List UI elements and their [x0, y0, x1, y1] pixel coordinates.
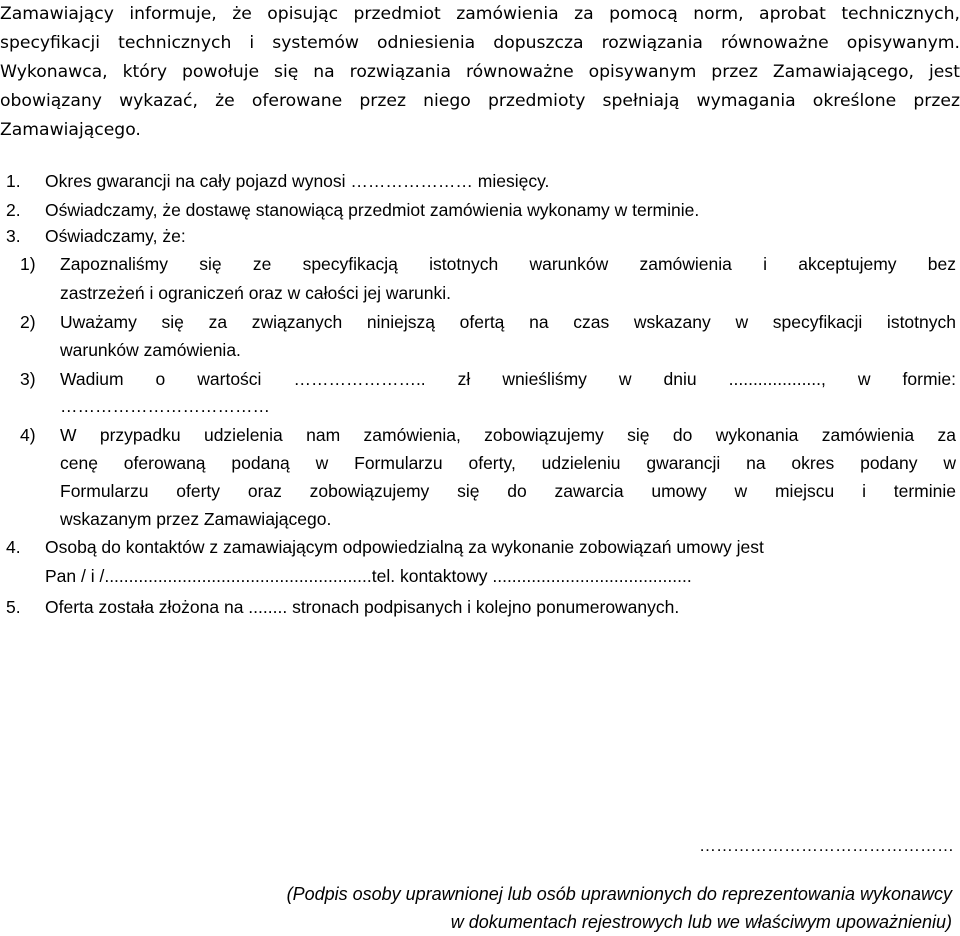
item-text-line-2: Pan / i /.......................................................tel. kontaktowy .........................................: [45, 566, 692, 586]
item-text: Oświadczamy, że:: [45, 226, 186, 246]
signature-caption-line-2: w dokumentach rejestrowych lub we właściwym upoważnieniu): [450, 912, 952, 932]
item-text: Oświadczamy, że dostawę stanowiącą przedmiot zamówienia wykonamy w terminie.: [45, 200, 700, 220]
subitem-number: 4): [20, 425, 36, 445]
subitem-4-line-3: Formularzu oferty oraz zobowiązujemy się do zawarcia umowy w miejscu i terminie: [60, 481, 956, 501]
item-1: [0, 168, 960, 194]
subitem-1-line-2: zastrzeżeń i ograniczeń oraz w całości jej warunki.: [60, 283, 451, 303]
item-number: 3.: [6, 226, 21, 246]
item-number: 4.: [6, 537, 21, 557]
subitem-2-line-2: warunków zamówienia.: [60, 340, 241, 360]
item-text: Okres gwarancji na cały pojazd wynosi ………………… miesięcy.: [45, 171, 550, 191]
item-4-continuation: [0, 563, 960, 589]
item-number: 2.: [6, 200, 21, 220]
subitem-4-line-4: wskazanym przez Zamawiającego.: [60, 509, 332, 529]
item-text: Oferta została złożona na ........ stronach podpisanych i kolejno ponumerowanych.: [45, 597, 680, 617]
item-2: [0, 197, 960, 223]
signature-caption-line-1: (Podpis osoby uprawnionej lub osób uprawnionych do reprezentowania wykonawcy: [286, 884, 952, 904]
subitem-2-line-1: Uważamy się za związanych niniejszą ofertą na czas wskazany w specyfikacji istotnych: [60, 312, 956, 332]
subitem-number: 2): [20, 312, 36, 332]
item-number: 5.: [6, 597, 21, 617]
subitem-number: 1): [20, 254, 36, 274]
item-number: 1.: [6, 171, 21, 191]
item-text-line-1: Osobą do kontaktów z zamawiającym odpowiedzialną za wykonanie zobowiązań umowy jest: [45, 537, 764, 557]
item-3: [0, 223, 960, 249]
subitem-4-line-2: cenę oferowaną podaną w Formularzu oferty, udzieleniu gwarancji na okres podany w: [60, 453, 956, 473]
signature-line: ………………………………………: [699, 836, 954, 855]
item-4: [0, 534, 960, 560]
subitem-3-line-2: ………………………………: [60, 396, 270, 416]
item-5: [0, 594, 960, 620]
intro-paragraph: [0, 0, 960, 145]
subitem-3-line-1: Wadium o wartości ………………….. zł wnieśliśmy w dniu ..................., w formie:: [60, 369, 956, 389]
subitem-1-line-1: Zapoznaliśmy się ze specyfikacją istotnych warunków zamówienia i akceptujemy bez: [60, 254, 956, 274]
subitem-number: 3): [20, 369, 36, 389]
intro-text: Zamawiający informuje, że opisując przedmiot zamówienia za pomocą norm, aprobat technicznych, specyfikacji technicznych i systemów odniesienia dopuszcza rozwiązania równoważne opisywanym. Wykonawca, który powołuje się na rozwiązania równoważne opisywanym przez Zamawiającego, jest obowiązany wykazać, że oferowane przez niego przedmioty spełniają wymagania określone przez Zamawiającego.: [0, 4, 960, 140]
subitem-4-line-1: W przypadku udzielenia nam zamówienia, zobowiązujemy się do wykonania zamówienia za: [60, 425, 956, 445]
